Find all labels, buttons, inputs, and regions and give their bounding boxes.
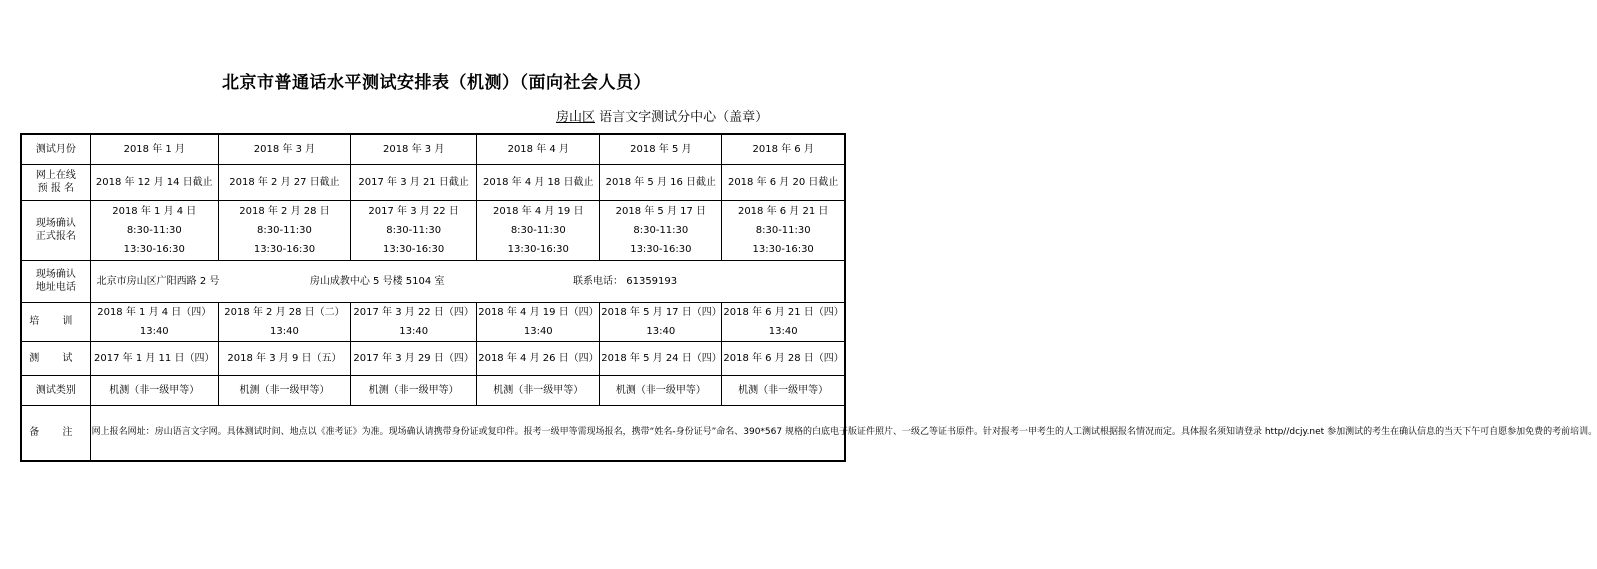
confirm-date: 2017 年 3 月 22 日 <box>368 205 459 217</box>
header-address-line1: 现场确认 <box>35 269 76 280</box>
training-date: 2018 年 2 月 28 日（二） <box>224 306 345 318</box>
online-cell: 2018 年 4 月 18 日截止 <box>477 164 600 200</box>
header-address <box>21 260 90 302</box>
issuer-line <box>556 106 768 125</box>
training-cell <box>600 302 722 341</box>
training-cell <box>351 302 477 341</box>
address-cell <box>90 260 845 302</box>
training-date: 2018 年 4 月 19 日（四） <box>478 306 599 318</box>
training-date: 2018 年 6 月 21 日（四） <box>723 306 844 318</box>
online-cell: 2018 年 5 月 16 日截止 <box>600 164 722 200</box>
row-training <box>21 302 845 341</box>
address-building: 房山成教中心 5 号楼 5104 室 <box>309 275 445 287</box>
row-month <box>21 134 845 164</box>
training-cell <box>218 302 350 341</box>
confirm-date: 2018 年 2 月 28 日 <box>239 205 330 217</box>
confirm-morning: 8:30-11:30 <box>510 224 566 236</box>
confirm-date: 2018 年 6 月 21 日 <box>737 205 829 217</box>
training-time: 13:40 <box>270 325 299 337</box>
row-address <box>21 260 845 302</box>
month-cell: 2018 年 5 月 <box>600 134 722 164</box>
online-cell: 2018 年 2 月 27 日截止 <box>218 164 350 200</box>
header-online-line2: 预 报 名 <box>37 183 75 194</box>
test-cell: 2017 年 1 月 11 日（四） <box>90 341 218 375</box>
row-confirm <box>21 200 845 260</box>
confirm-morning: 8:30-11:30 <box>257 224 312 236</box>
confirm-afternoon: 13:30-16:30 <box>630 243 692 255</box>
online-cell: 2017 年 3 月 21 日截止 <box>351 164 477 200</box>
header-online-line1: 网上在线 <box>35 170 76 181</box>
confirm-afternoon: 13:30-16:30 <box>253 243 316 255</box>
confirm-cell <box>218 200 350 260</box>
month-cell: 2018 年 1 月 <box>90 134 218 164</box>
month-cell: 2018 年 3 月 <box>218 134 350 164</box>
header-confirm <box>21 200 90 260</box>
month-cell: 2018 年 4 月 <box>477 134 600 164</box>
row-notes <box>21 405 845 461</box>
confirm-cell <box>477 200 600 260</box>
online-cell: 2018 年 6 月 20 日截止 <box>722 164 845 200</box>
training-time: 13:40 <box>646 325 676 337</box>
notes-cell: 网上报名网址：房山语言文字网。具体测试时间、地点以《准考证》为准。现场确认请携带身份证或复印件。报考一级甲等需现场报名，携带“姓名-身份证号”命名、390*567 规格的白底电子版证件照片、一级乙等证书原件。针对报考一甲考生的人工测试根据报名情况而定。具体报名须知请登录 http//dcjy.net 参加测试的考生在确认信息的当天下午可自愿参加免费的考前培训。 <box>90 405 845 461</box>
issuer-org: 语言文字测试分中心（盖章） <box>599 110 769 125</box>
test-cell: 2017 年 3 月 29 日（四） <box>351 341 477 375</box>
confirm-morning: 8:30-11:30 <box>126 224 182 236</box>
schedule-table <box>20 133 1597 462</box>
training-time: 13:40 <box>768 325 798 337</box>
test-cell: 2018 年 3 月 9 日（五） <box>218 341 350 375</box>
header-confirm-line1: 现场确认 <box>35 218 76 229</box>
district-name: 房山区 <box>556 110 596 125</box>
row-online <box>21 164 845 200</box>
test-cell: 2018 年 6 月 28 日（四） <box>722 341 845 375</box>
row-test <box>21 341 845 375</box>
header-training: 培 训 <box>21 302 90 341</box>
confirm-date: 2018 年 1 月 4 日 <box>112 205 197 217</box>
type-cell: 机测（非一级甲等） <box>600 375 722 405</box>
type-cell: 机测（非一级甲等） <box>218 375 350 405</box>
header-online <box>21 164 90 200</box>
phone-label: 联系电话： <box>573 275 624 287</box>
test-cell: 2018 年 4 月 26 日（四） <box>477 341 600 375</box>
training-cell <box>90 302 218 341</box>
confirm-afternoon: 13:30-16:30 <box>752 243 814 255</box>
training-time: 13:40 <box>523 325 553 337</box>
training-date: 2018 年 1 月 4 日（四） <box>97 306 212 318</box>
confirm-morning: 8:30-11:30 <box>386 224 442 236</box>
online-cell: 2018 年 12 月 14 日截止 <box>90 164 218 200</box>
header-test: 测 试 <box>21 341 90 375</box>
training-date: 2017 年 3 月 22 日（四） <box>353 306 474 318</box>
test-cell: 2018 年 5 月 24 日（四） <box>600 341 722 375</box>
confirm-cell <box>351 200 477 260</box>
confirm-date: 2018 年 5 月 17 日 <box>615 205 707 217</box>
training-date: 2018 年 5 月 17 日（四） <box>601 306 722 318</box>
month-cell: 2018 年 3 月 <box>351 134 477 164</box>
month-cell: 2018 年 6 月 <box>722 134 845 164</box>
type-cell: 机测（非一级甲等） <box>722 375 845 405</box>
phone-number: 61359193 <box>626 275 678 287</box>
confirm-morning: 8:30-11:30 <box>755 224 811 236</box>
type-cell: 机测（非一级甲等） <box>90 375 218 405</box>
address-location: 北京市房山区广阳西路 2 号 <box>96 275 220 287</box>
page-title: 北京市普通话水平测试安排表（机测）（面向社会人员） <box>222 73 651 93</box>
header-type: 测试类别 <box>21 375 90 405</box>
confirm-date: 2018 年 4 月 19 日 <box>493 205 584 217</box>
training-cell <box>477 302 600 341</box>
confirm-cell <box>600 200 722 260</box>
confirm-cell <box>722 200 845 260</box>
header-confirm-line2: 正式报名 <box>35 231 76 242</box>
type-cell: 机测（非一级甲等） <box>351 375 477 405</box>
training-time: 13:40 <box>399 325 429 337</box>
confirm-afternoon: 13:30-16:30 <box>507 243 569 255</box>
confirm-afternoon: 13:30-16:30 <box>123 243 185 255</box>
confirm-cell <box>90 200 218 260</box>
confirm-morning: 8:30-11:30 <box>633 224 689 236</box>
row-type <box>21 375 845 405</box>
confirm-afternoon: 13:30-16:30 <box>383 243 445 255</box>
header-notes: 备 注 <box>21 405 90 461</box>
header-month: 测试月份 <box>21 134 90 164</box>
training-time: 13:40 <box>139 325 169 337</box>
type-cell: 机测（非一级甲等） <box>477 375 600 405</box>
training-cell <box>722 302 845 341</box>
header-address-line2: 地址电话 <box>35 282 76 293</box>
